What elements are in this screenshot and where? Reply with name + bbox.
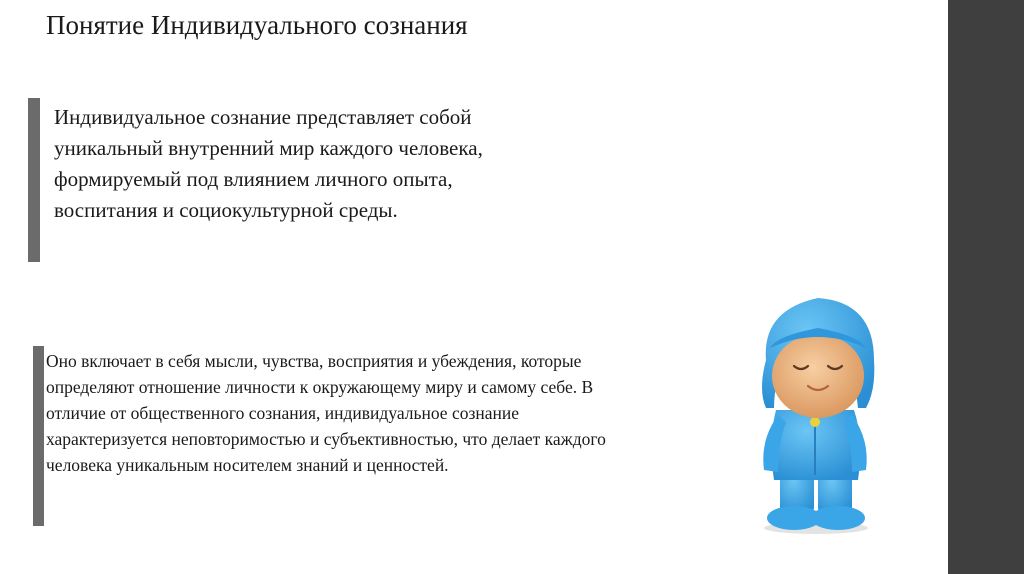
definition-paragraph: Индивидуальное сознание представляет собой уникальный внутренний мир каждого человека, формируемый под влиянием личного опыта, воспитания и социокультурной среды. — [54, 105, 483, 222]
text-block-definition — [28, 98, 528, 262]
accent-bar — [33, 346, 44, 526]
text-block-description — [33, 346, 623, 526]
accent-bar — [28, 98, 40, 262]
description-paragraph: Оно включает в себя мысли, чувства, восприятия и убеждения, которые определяют отношение личности к окружающему миру и самому себе. В отличие от общественного сознания, индивидуальное сознание характеризуется неповторимостью и субъективностью, что делает каждого человека уникальным носителем знаний и ценностей. — [46, 351, 606, 475]
slide-title: Понятие Индивидуального сознания — [46, 10, 468, 40]
cartoon-character-illustration — [748, 290, 898, 540]
cartoon-character-icon — [748, 290, 898, 540]
right-side-band — [948, 0, 1024, 574]
